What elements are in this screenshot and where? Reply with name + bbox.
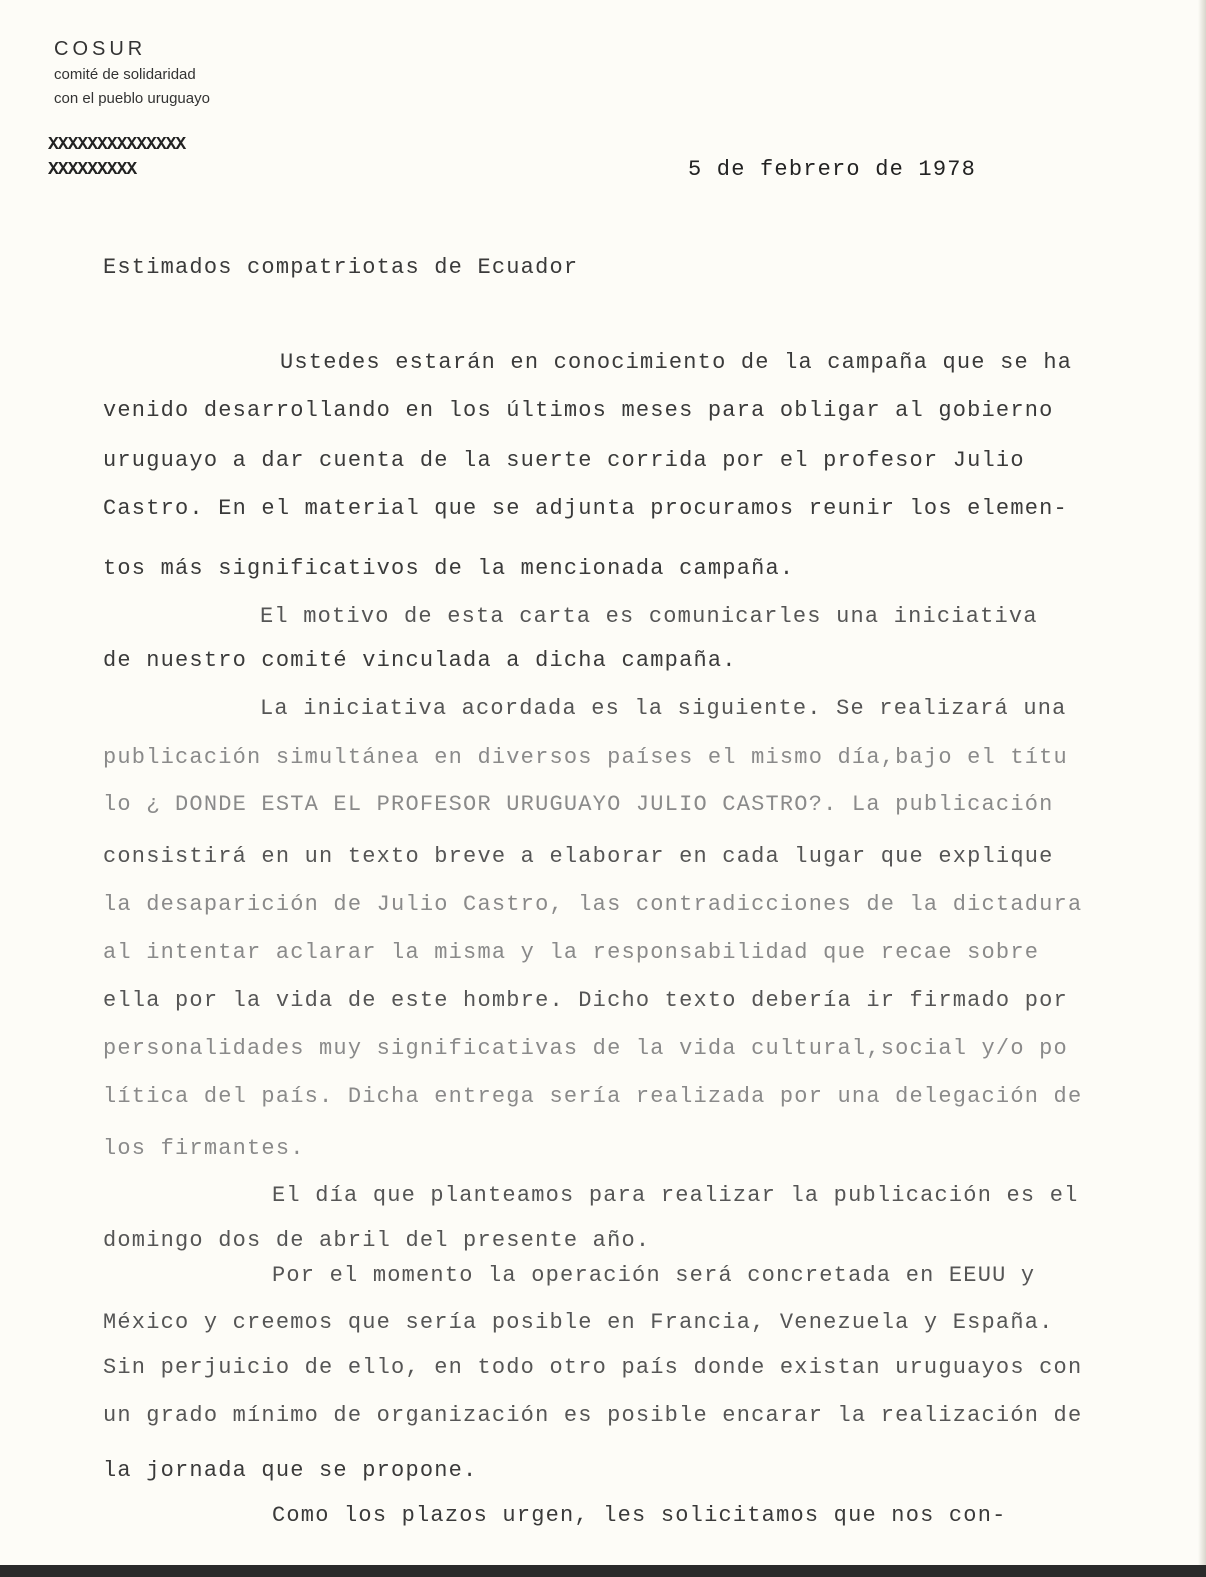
body-line: uruguayo a dar cuenta de la suerte corrida por el profesor Julio	[103, 448, 1025, 473]
body-line: Sin perjuicio de ello, en todo otro país donde existan uruguayos con	[103, 1355, 1083, 1380]
greeting: Estimados compatriotas de Ecuador	[103, 255, 579, 280]
body-line: de nuestro comité vinculada a dicha campaña.	[103, 648, 737, 673]
body-line: venido desarrollando en los últimos meses para obligar al gobierno	[103, 398, 1054, 423]
body-line: la jornada que se propone.	[103, 1458, 478, 1483]
body-line: personalidades muy significativas de la vida cultural,social y/o po	[103, 1036, 1068, 1061]
body-line: Castro. En el material que se adjunta procuramos reunir los elemen-	[103, 496, 1068, 521]
scan-bottom-edge	[0, 1565, 1206, 1577]
org-name: COSUR	[54, 38, 147, 60]
body-line: El día que planteamos para realizar la publicación es el	[272, 1183, 1079, 1208]
body-line: domingo dos de abril del presente año.	[103, 1228, 651, 1253]
body-line: lo ¿ DONDE ESTA EL PROFESOR URUGUAYO JULIO CASTRO?. La publicación	[103, 792, 1054, 817]
body-line: un grado mínimo de organización es posible encarar la realización de	[103, 1403, 1083, 1428]
org-subtitle-1: comité de solidaridad	[54, 66, 196, 83]
body-line: Por el momento la operación será concretada en EEUU y	[272, 1263, 1036, 1288]
body-line: La iniciativa acordada es la siguiente. Se realizará una	[260, 696, 1067, 721]
body-line: al intentar aclarar la misma y la responsabilidad que recae sobre	[103, 940, 1040, 965]
body-line: ella por la vida de este hombre. Dicho texto debería ir firmado por	[103, 988, 1068, 1013]
body-line: tos más significativos de la mencionada campaña.	[103, 556, 795, 581]
body-line: El motivo de esta carta es comunicarles una iniciativa	[260, 604, 1038, 629]
struck-text-2: XXXXXXXXX	[48, 160, 137, 180]
org-subtitle-2: con el pueblo uruguayo	[54, 90, 210, 107]
body-line: Ustedes estarán en conocimiento de la campaña que se ha	[280, 350, 1073, 375]
body-line: los firmantes.	[103, 1136, 305, 1161]
body-line: publicación simultánea en diversos países el mismo día,bajo el títu	[103, 745, 1068, 770]
body-line: lítica del país. Dicha entrega sería realizada por una delegación de	[103, 1084, 1083, 1109]
body-line: México y creemos que sería posible en Francia, Venezuela y España.	[103, 1310, 1054, 1335]
body-line: Como los plazos urgen, les solicitamos que nos con-	[272, 1503, 1007, 1528]
body-line: consistirá en un texto breve a elaborar en cada lugar que explique	[103, 844, 1054, 869]
struck-text-1: XXXXXXXXXXXXXX	[48, 135, 186, 155]
body-line: la desaparición de Julio Castro, las contradicciones de la dictadura	[103, 892, 1083, 917]
letter-date: 5 de febrero de 1978	[688, 157, 977, 182]
page-edge-shadow	[1198, 0, 1206, 1577]
